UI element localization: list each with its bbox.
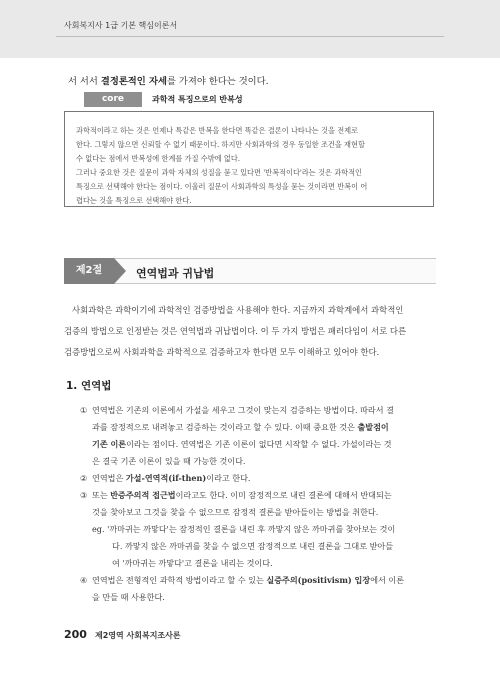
page-header [0,0,500,58]
page-number: 200 [64,628,87,641]
intro-paragraph [64,300,438,363]
item-text-cont: 것을 찾아보고 그것을 찾을 수 없으므로 잠정적 결론을 받아들이는 방법을 취한다. [92,507,379,517]
lead-sentence [68,73,269,87]
item-text: 이라고 한다. [206,473,251,483]
core-header [64,92,436,107]
item-text: 이라고도 한다. 이미 잠정적으로 내린 결론에 대해서 반대되는 [175,490,392,500]
lead-after: 를 가져야 한다는 것이다. [166,76,269,87]
header-divider [56,36,444,37]
list-item [80,487,440,572]
subsection-heading: 1. 연역법 [66,380,112,392]
item-emphasis: 기존 이론 [92,439,127,449]
section-number: 제2절 [64,258,114,284]
item-number: ③ [80,490,88,500]
core-line: 특징으로 선택해야 한다는 점이다. 이울러 질문이 사회과학의 특성을 묻는 것이라면 반복이 어 [76,182,368,191]
item-number: ① [80,405,88,415]
item-emphasis: 가설-연역적(if-then) [125,473,207,483]
list-item [80,402,440,470]
item-text: 에서 이론 [370,575,405,585]
item-emphasis: 실증주의(positivism) 입장 [266,575,371,585]
item-text: 과를 잠정적으로 내려놓고 검증하는 것이라고 할 수 있다. 이때 중요한 것은 [92,422,358,432]
core-line: 렵다는 것을 특징으로 선택해야 한다. [76,196,192,205]
list-item [80,572,440,606]
section-notch [114,258,126,284]
item-text: 또는 [92,490,111,500]
core-label: core [84,92,142,107]
item-text-cont: 을 만들 때 사용한다. [92,592,165,602]
intro-line: 사회과학은 과학이기에 과학적인 검증방법을 사용해야 한다. 지금까지 과학계에서 과학적인 [72,305,404,315]
item-text: 이라는 점이다. 연역법은 기존 이론이 없다면 시작할 수 없다. 가설이라는 것 [126,439,392,449]
page-footer [64,623,181,642]
intro-line: 검증방법으로써 사회과학을 과학적으로 검증하고자 한다면 모두 이해하고 있어야 한다. [64,347,380,357]
example-label: eg. [92,524,105,534]
intro-line: 검증의 방법으로 인정받는 것은 연역법과 귀납법이다. 이 두 가지 방법은 패러다임이 서로 다른 [64,326,407,336]
example-text: '까마귀는 까맣다'는 잠정적인 결론을 내린 후 까맣지 않은 까마귀를 찾아보는 것이 [107,524,396,534]
item-text-cont: 은 결국 기존 이론이 있을 때 가능한 것이다. [92,456,246,466]
item-text: 연역법은 [92,473,126,483]
core-line: 한다. 그렇지 않으면 신뢰할 수 없기 때문이다. 하지만 사회과학의 경우 동일한 조건을 재현할 [76,140,365,149]
example-text: 여 '까마귀는 까맣다'고 결론을 내리는 것이다. [112,558,273,568]
lead-bold: 결정론적인 자세 [100,76,167,87]
core-title: 과학적 특징으로의 반복성 [152,95,243,104]
item-text-cont [80,436,440,453]
section-title: 연역법과 귀납법 [136,267,215,280]
lead-before: 서 서서 [68,76,101,87]
footer-title: 제2영역 사회복지조사론 [94,631,181,640]
section-bar [64,258,436,284]
core-line: 과학적이라고 하는 것은 언제나 특같은 반복을 한다면 똑같은 결론이 나타나는 것을 전제로 [76,126,359,135]
item-emphasis: 출발점이 [357,422,389,432]
item-number: ② [80,473,88,483]
item-emphasis: 반증주의적 접근법 [110,490,176,500]
deduction-list [80,402,440,606]
item-text-cont [80,419,440,436]
item-number: ④ [80,575,88,585]
example-block [80,521,440,572]
running-title: 사회복지사 1급 기본 핵심이론서 [64,21,178,30]
list-item [80,470,440,487]
core-text [76,124,426,208]
example-text: 다. 까맣지 않은 까마귀를 찾을 수 없으면 잠정적으로 내린 결론을 그대로 받아들 [112,541,394,551]
item-text: 연역법은 기존의 이론에서 가설을 세우고 그것이 맞는지 검증하는 방법이다. 따라서 결 [92,405,394,415]
item-text: 연역법은 전형적인 과학적 방법이라고 할 수 있는 [92,575,267,585]
core-line: 그러나 중요한 것은 질문이 과학 자체의 성질을 묻고 있다면 '반복적이다'라는 것은 과학적인 [76,168,362,177]
core-line: 수 없다는 점에서 반복성에 한계를 가질 수밖에 없다. [76,154,241,163]
